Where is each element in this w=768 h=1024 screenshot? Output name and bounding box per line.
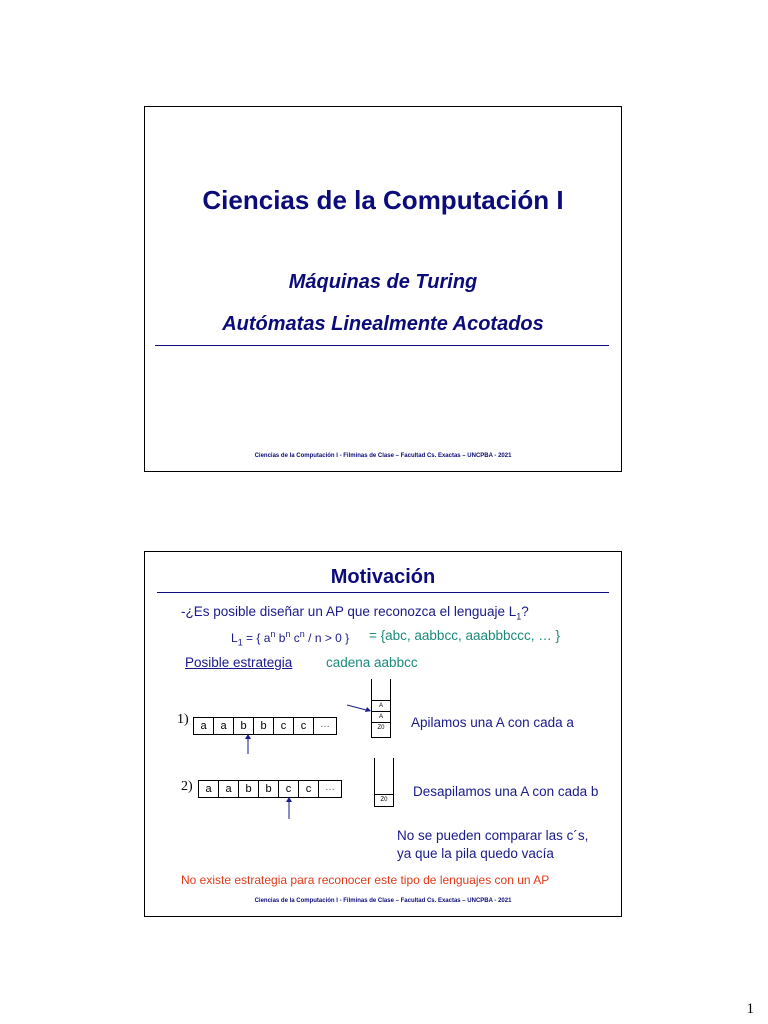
conclusion-text: No existe estrategia para reconocer este tipo de lenguajes con un AP xyxy=(181,873,550,887)
tape-cell: a xyxy=(214,718,234,734)
tape-cell: c xyxy=(274,718,294,734)
slide-title-heading: Ciencias de la Computación I xyxy=(202,185,564,215)
tape-cell: b xyxy=(259,781,279,797)
tape-cell: … xyxy=(320,719,330,730)
tape-cell: a xyxy=(194,718,214,734)
tape-cell: c xyxy=(294,718,314,734)
strategy-label: Posible estrategia xyxy=(185,655,293,670)
input-tape xyxy=(198,780,342,798)
title-divider xyxy=(155,345,609,346)
language-examples: = {abc, aabbcc, aaabbbccc, … } xyxy=(369,628,561,643)
top-pointer-arrow-icon xyxy=(346,703,372,715)
tape-cell: c xyxy=(299,781,319,797)
head-arrow-icon xyxy=(283,796,295,820)
step1-caption: Apilamos una A con cada a xyxy=(411,715,574,730)
head-arrow-icon xyxy=(242,733,254,755)
tape-cell: c xyxy=(279,781,299,797)
tape-cell: b xyxy=(254,718,274,734)
tape-cell: a xyxy=(199,781,219,797)
slide-motivacion xyxy=(144,551,622,917)
slide-title-heading: Motivación xyxy=(330,566,436,588)
note-line-2: ya que la pila quedo vacía xyxy=(397,846,554,861)
tape-cell: a xyxy=(219,781,239,797)
note-line-1: No se pueden comparar las c´s, xyxy=(397,828,589,843)
tape-cell: b xyxy=(234,718,254,734)
title-divider xyxy=(157,592,609,593)
slide-subtitle-turing: Máquinas de Turing xyxy=(288,271,478,293)
language-definition: $L_1$ = { $a^n$ $b^n$ $c^n / n > 0$ } xyxy=(231,629,350,648)
stack-symbol: Z0 xyxy=(372,722,390,733)
slide-footer: Ciencias de la Computación I - Filminas de Clase – Facultad Cs. Exactas – UNCPBA - 2021 xyxy=(254,453,512,459)
tape-cell: b xyxy=(239,781,259,797)
step-number: 2) xyxy=(181,779,193,794)
stack-symbol: A xyxy=(372,700,390,711)
slide-subtitle-automatas: Autómatas Linealmente Acotados xyxy=(222,313,544,335)
step-number: 1) xyxy=(177,712,189,727)
step2-caption: Desapilamos una A con cada b xyxy=(413,784,599,799)
pushdown-stack xyxy=(374,758,394,807)
slide-footer: Ciencias de la Computación I - Filminas de Clase – Facultad Cs. Exactas – UNCPBA - 2021 xyxy=(254,898,512,904)
stack-symbol: A xyxy=(372,711,390,722)
tape-cell: … xyxy=(325,782,335,793)
stack-symbol: Z0 xyxy=(375,794,393,805)
pushdown-stack xyxy=(371,679,391,738)
question-text: -¿Es posible diseñar un AP que reconozca el lenguaje $L_1$? xyxy=(181,604,529,622)
input-tape xyxy=(193,717,337,735)
page-number: 1 xyxy=(746,1001,754,1017)
slide-title xyxy=(144,106,622,472)
input-string-label: cadena aabbcc xyxy=(326,655,418,670)
